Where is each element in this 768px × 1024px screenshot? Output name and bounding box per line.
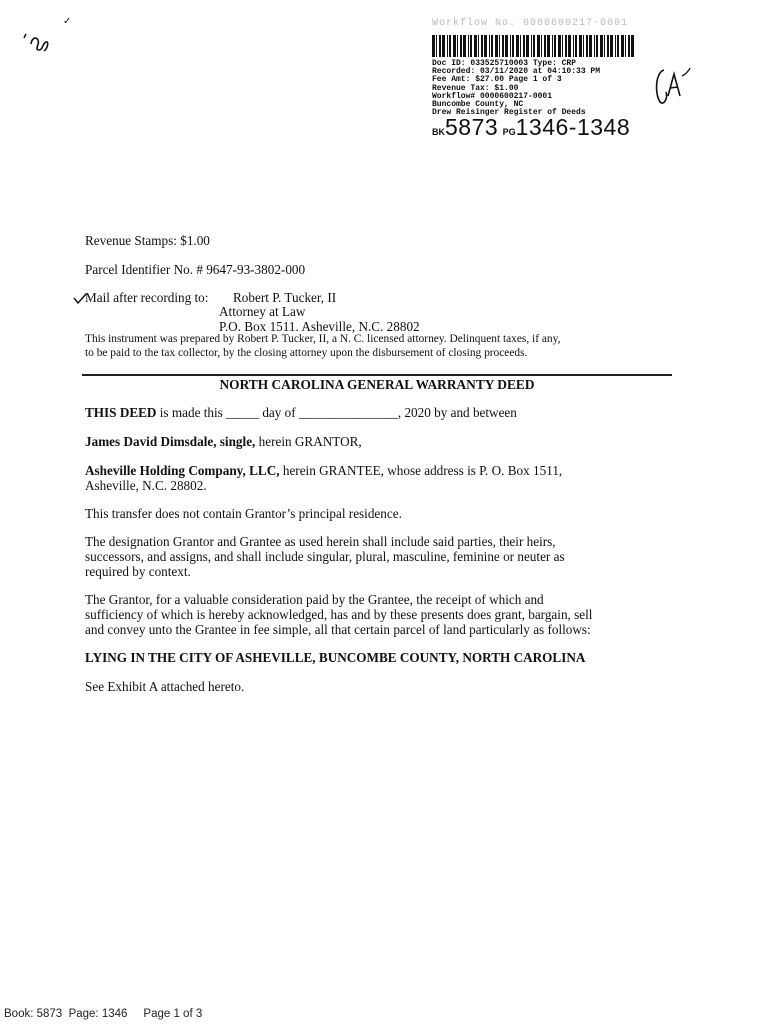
designation-paragraph-line: successors, and assigns, and shall include singular, plural, masculine, feminine or neuter as: [85, 549, 565, 564]
consideration-paragraph-line: sufficiency of which is hereby acknowledged, has and by these presents does grant, bargain, sell: [85, 607, 593, 622]
footer-book: Book: 5873: [4, 1008, 63, 1020]
horizontal-rule: [82, 374, 672, 376]
grantee-name: Asheville Holding Company, LLC,: [85, 463, 280, 478]
page-prefix: PG: [502, 127, 516, 137]
footer-page: Page: 1346: [68, 1008, 128, 1020]
stamp-line: Buncombe County, NC: [432, 100, 524, 110]
consideration-paragraph-line: and convey unto the Grantee in fee simple, all that certain parcel of land particularly as follows:: [85, 622, 591, 637]
handwritten-mark-icon: [22, 28, 52, 56]
faint-workflow-label: Workflow No. 0000600217-0001: [432, 18, 629, 29]
principal-residence-line: This transfer does not contain Grantor’s principal residence.: [85, 506, 402, 521]
revenue-stamps-line: Revenue Stamps: $1.00: [85, 233, 210, 248]
stamp-line: Workflow# 0000600217-0001: [432, 91, 553, 101]
page-range: 1346-1348: [515, 114, 631, 140]
mail-after-label: Mail after recording to:: [85, 290, 209, 305]
grantor-text: herein GRANTOR,: [255, 434, 362, 449]
this-deed-text: is made this _____ day of _______________, 2020 by and between: [156, 405, 517, 420]
grantor-line: [85, 434, 362, 450]
stamp-line: Recorded: 03/11/2020 at 04:10:33 PM: [432, 67, 601, 77]
recording-stamp: [432, 60, 600, 117]
footer-page-of: Page 1 of 3: [143, 1008, 203, 1020]
consideration-paragraph-line: The Grantor, for a valuable consideration paid by the Grantee, the receipt of which and: [85, 592, 544, 607]
book-number: 5873: [445, 114, 499, 140]
mail-line: Attorney at Law: [219, 304, 306, 319]
book-page-reference: [432, 114, 630, 141]
exhibit-reference-line: See Exhibit A attached hereto.: [85, 679, 245, 694]
barcode-icon: [432, 35, 638, 57]
lying-in-line: LYING IN THE CITY OF ASHEVILLE, BUNCOMBE COUNTY, NORTH CAROLINA: [85, 650, 586, 665]
stamp-line: Drew Reisinger Register of Deeds: [432, 108, 586, 118]
grantee-address-line: Asheville, N.C. 28802.: [85, 478, 207, 493]
this-deed-label: THIS DEED: [85, 405, 157, 420]
mail-line: P.O. Box 1511. Asheville, N.C. 28802: [219, 319, 420, 334]
grantee-text: herein GRANTEE, whose address is P. O. Box 1511,: [279, 463, 563, 478]
stamp-line: Revenue Tax: $1.00: [432, 83, 519, 93]
book-prefix: BK: [432, 127, 445, 137]
page-footer: [4, 1008, 202, 1020]
stamp-line: Doc ID: 033525710003 Type: CRP: [432, 59, 577, 68]
grantor-name: James David Dimsdale, single,: [85, 434, 256, 449]
handwritten-initials-icon: [650, 62, 694, 110]
prepared-by-line: to be paid to the tax collector, by the closing attorney upon the disbursement of closing proceeds.: [85, 347, 528, 359]
mail-line: Robert P. Tucker, II: [233, 290, 337, 305]
designation-paragraph-line: The designation Grantor and Grantee as used herein shall include said parties, their heirs,: [85, 534, 556, 549]
prepared-by-line: This instrument was prepared by Robert P. Tucker, II, a N. C. licensed attorney. Delinquent taxes, if any,: [85, 333, 561, 345]
parcel-identifier-line: Parcel Identifier No. # 9647-93-3802-000: [85, 262, 306, 277]
grantee-line: [85, 463, 562, 479]
designation-paragraph-line: required by context.: [85, 564, 191, 579]
deed-title: NORTH CAROLINA GENERAL WARRANTY DEED: [219, 377, 535, 392]
this-deed-line: [85, 405, 517, 421]
stamp-line: Fee Amt: $27.00 Page 1 of 3: [432, 75, 562, 85]
stray-tick: ✓: [63, 16, 72, 27]
